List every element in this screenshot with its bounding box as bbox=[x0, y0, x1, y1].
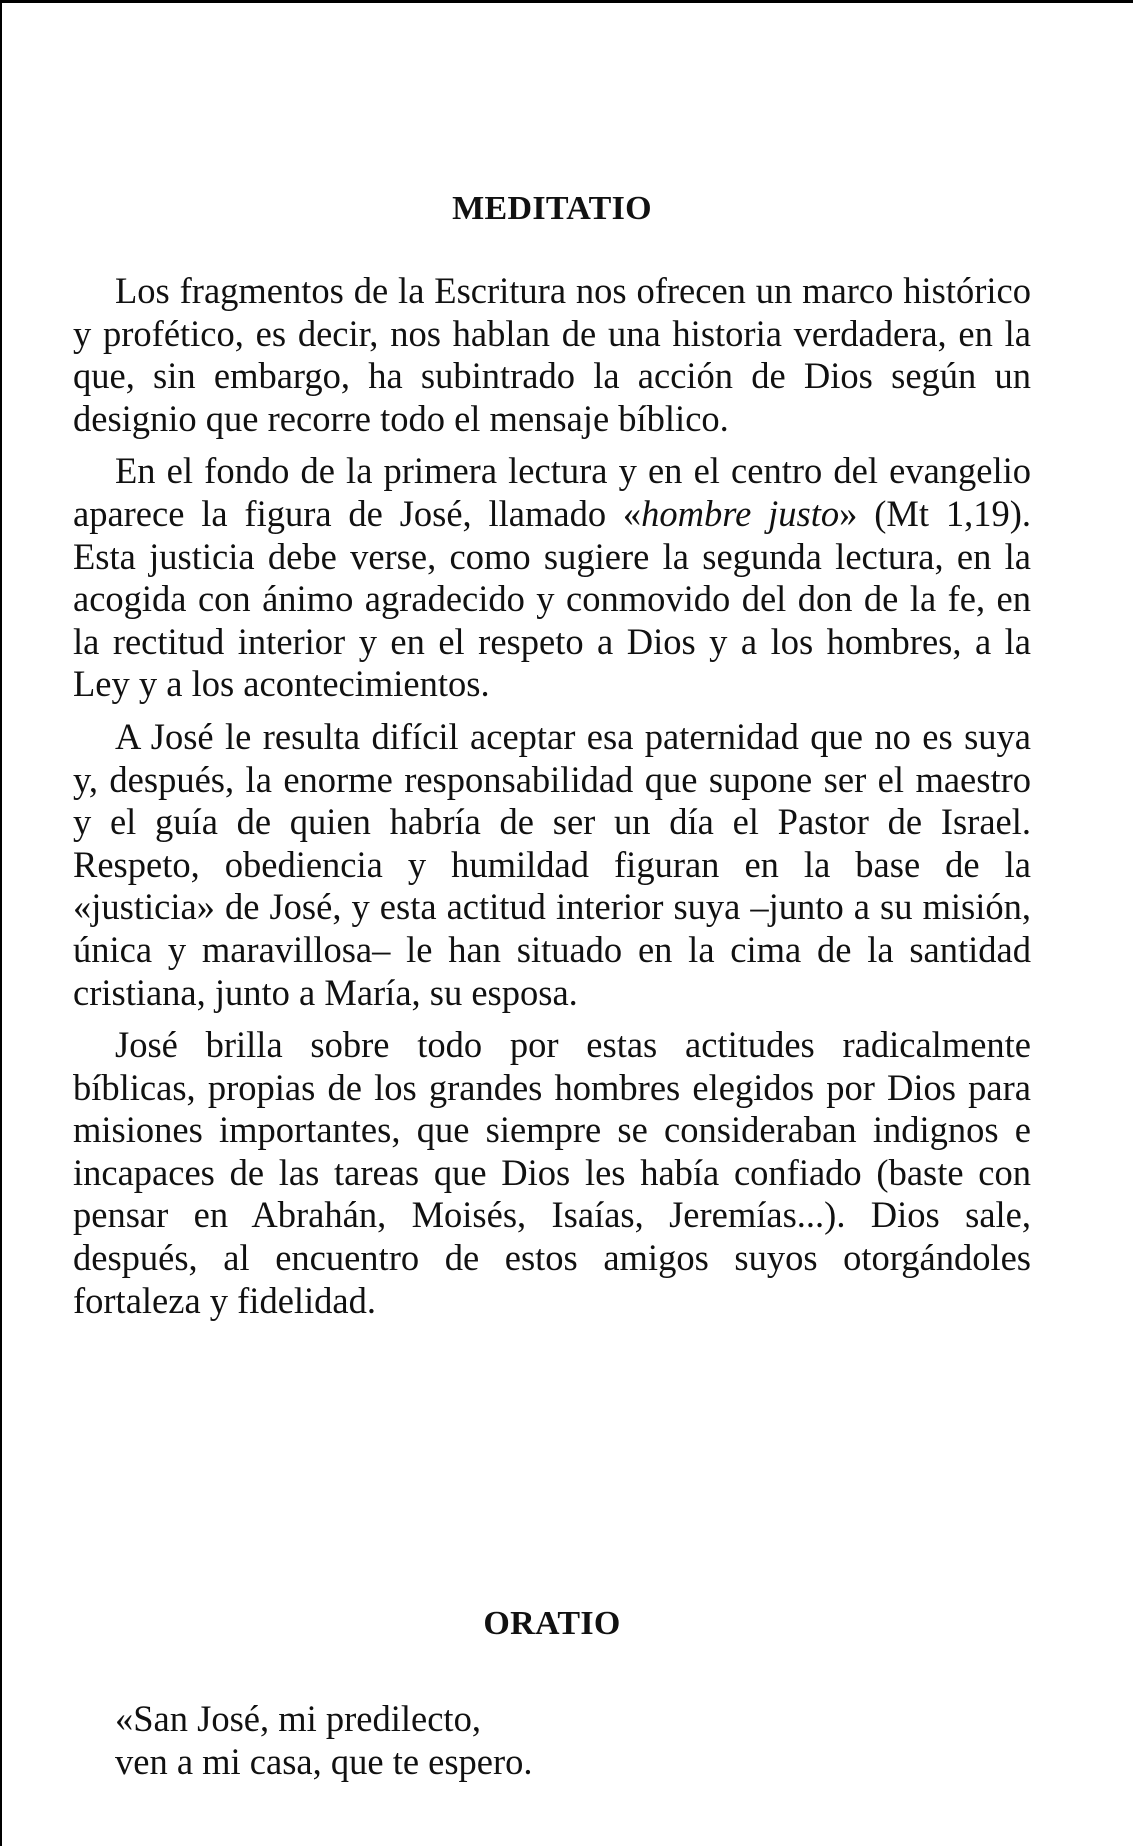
oratio-heading: ORATIO bbox=[483, 1605, 621, 1642]
prayer-line-1: «San José, mi predilecto, bbox=[115, 1698, 481, 1739]
meditatio-paragraph-4: José brilla sobre todo por estas actitudes radicalmente bíblicas, propias de los grandes hombres elegidos por Dios para misiones importantes, que siempre se consideraban indignos e incapaces de las tareas que Dios les había confiado (baste con pensar en Abrahán, Moisés, Isaías, Jeremías...). Dios sale, después, al encuentro de estos amigos suyos otorgándoles fortaleza y fidelidad. bbox=[73, 1024, 1031, 1321]
meditatio-paragraph-2 bbox=[73, 450, 1031, 706]
paragraph-2-text-before: En el fondo de la primera lectura y en el centro del evangelio aparece la figura de José, llamado « bbox=[73, 450, 1031, 534]
meditatio-section bbox=[73, 190, 1031, 1322]
meditatio-paragraph-1: Los fragmentos de la Escritura nos ofrecen un marco histórico y profético, es decir, nos hablan de una historia verdadera, en la que, sin embargo, ha subintrado la acción de Dios según un designio que recorre todo el mensaje bíblico. bbox=[73, 270, 1031, 439]
paragraph-2-text-after: » (Mt 1,19). Esta justicia debe verse, como sugiere la segunda lectura, en la acogida con ánimo agradecido y conmovido del don de la fe, en la rectitud interior y en el respeto a Dios y a los hombres, a la Ley y a los acontecimientos. bbox=[73, 492, 1031, 705]
hombre-justo-italic: hombre justo bbox=[641, 492, 840, 534]
meditatio-heading: MEDITATIO bbox=[452, 190, 652, 227]
prayer-line-2: ven a mi casa, que te espero. bbox=[115, 1741, 533, 1782]
oratio-prayer bbox=[115, 1697, 533, 1783]
meditatio-paragraph-3: A José le resulta difícil aceptar esa paternidad que no es suya y, después, la enorme responsabilidad que supone ser el maestro y el guía de quien habría de ser un día el Pastor de Israel. Respeto, obediencia y humildad figuran en la base de la «justicia» de José, y esta actitud interior suya –junto a su misión, única y maravillosa– le han situado en la cima de la santidad cristiana, junto a María, su esposa. bbox=[73, 715, 1031, 1013]
